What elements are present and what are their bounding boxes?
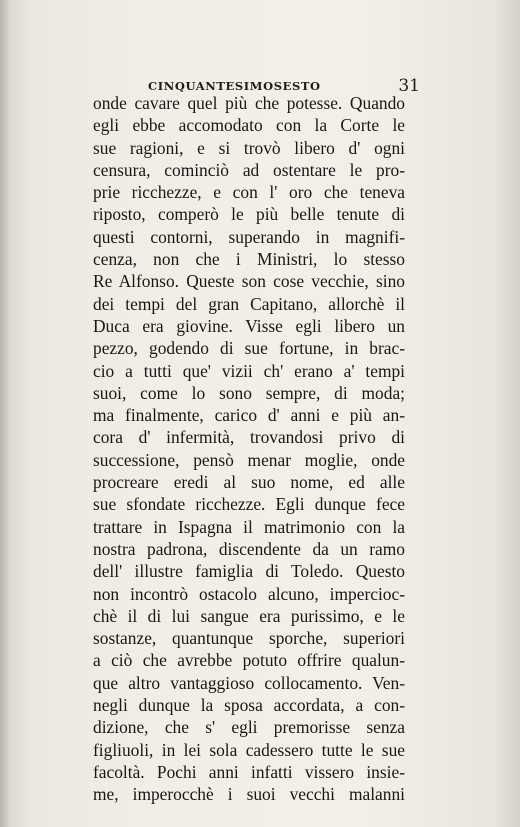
text-line: onde cavare quel più che potesse. Quando [93,93,405,113]
text-line: sostanze, quantunque sporche, superiori [93,628,405,649]
text-line: cora d' infermità, trovandosi privo di [93,427,405,448]
text-line: sue ragioni, e si trovò libero d' ogni [93,137,405,158]
spine-shadow [0,0,10,827]
text-line: non incontrò ostacolo alcuno, impercioc- [93,583,405,604]
text-line: facoltà. Pochi anni infatti vissero insie- [93,761,405,782]
text-line: censura, cominciò ad ostentare le pro- [93,159,405,180]
text-line: dell' illustre famiglia di Toledo. Questo [93,561,405,582]
text-line: cenza, non che i Ministri, lo stesso [93,249,405,270]
text-line: negli dunque la sposa accordata, a con- [93,695,405,716]
body-text [93,92,405,806]
page-number: 31 [398,76,420,96]
text-line: me, imperocchè i suoi vecchi malanni [93,784,405,805]
text-line: prie ricchezze, e con l' oro che teneva [93,182,405,203]
text-line: pezzo, godendo di sue fortune, in brac- [93,338,405,359]
text-line: dei tempi del gran Capitano, allorchè il [93,293,405,314]
text-line: questi contorni, superando in magnifi- [93,226,405,247]
text-line: a ciò che avrebbe potuto offrire qualun- [93,650,405,671]
text-line: nostra padrona, discendente da un ramo [93,538,405,559]
text-line: chè il di lui sangue era purissimo, e le [93,605,405,626]
text-line: cio a tutti que' vizii ch' erano a' tempi [93,360,405,381]
text-line: procreare eredi al suo nome, ed alle [93,472,405,493]
text-line: suoi, come lo sono sempre, di moda; [93,382,405,403]
text-line: que altro vantaggioso collocamento. Ven- [93,672,405,693]
text-line: successione, pensò menar moglie, onde [93,449,405,470]
text-line: figliuoli, in lei sola cadessero tutte le sue [93,739,405,760]
text-line: dizione, che s' egli premorisse senza [93,717,405,738]
text-line: Re Alfonso. Queste son cose vecchie, sino [93,271,405,292]
text-line: egli ebbe accomodato con la Corte le [93,115,405,136]
text-line: riposto, comperò le più belle tenute di [93,204,405,225]
text-line: trattare in Ispagna il matrimonio con la [93,516,405,537]
text-line: sue sfondate ricchezze. Egli dunque fece [93,494,405,515]
chapter-title: CINQUANTESIMOSESTO [148,79,321,93]
text-line: Duca era giovine. Visse egli libero un [93,315,405,336]
text-line: ma finalmente, carico d' anni e più an- [93,405,405,426]
